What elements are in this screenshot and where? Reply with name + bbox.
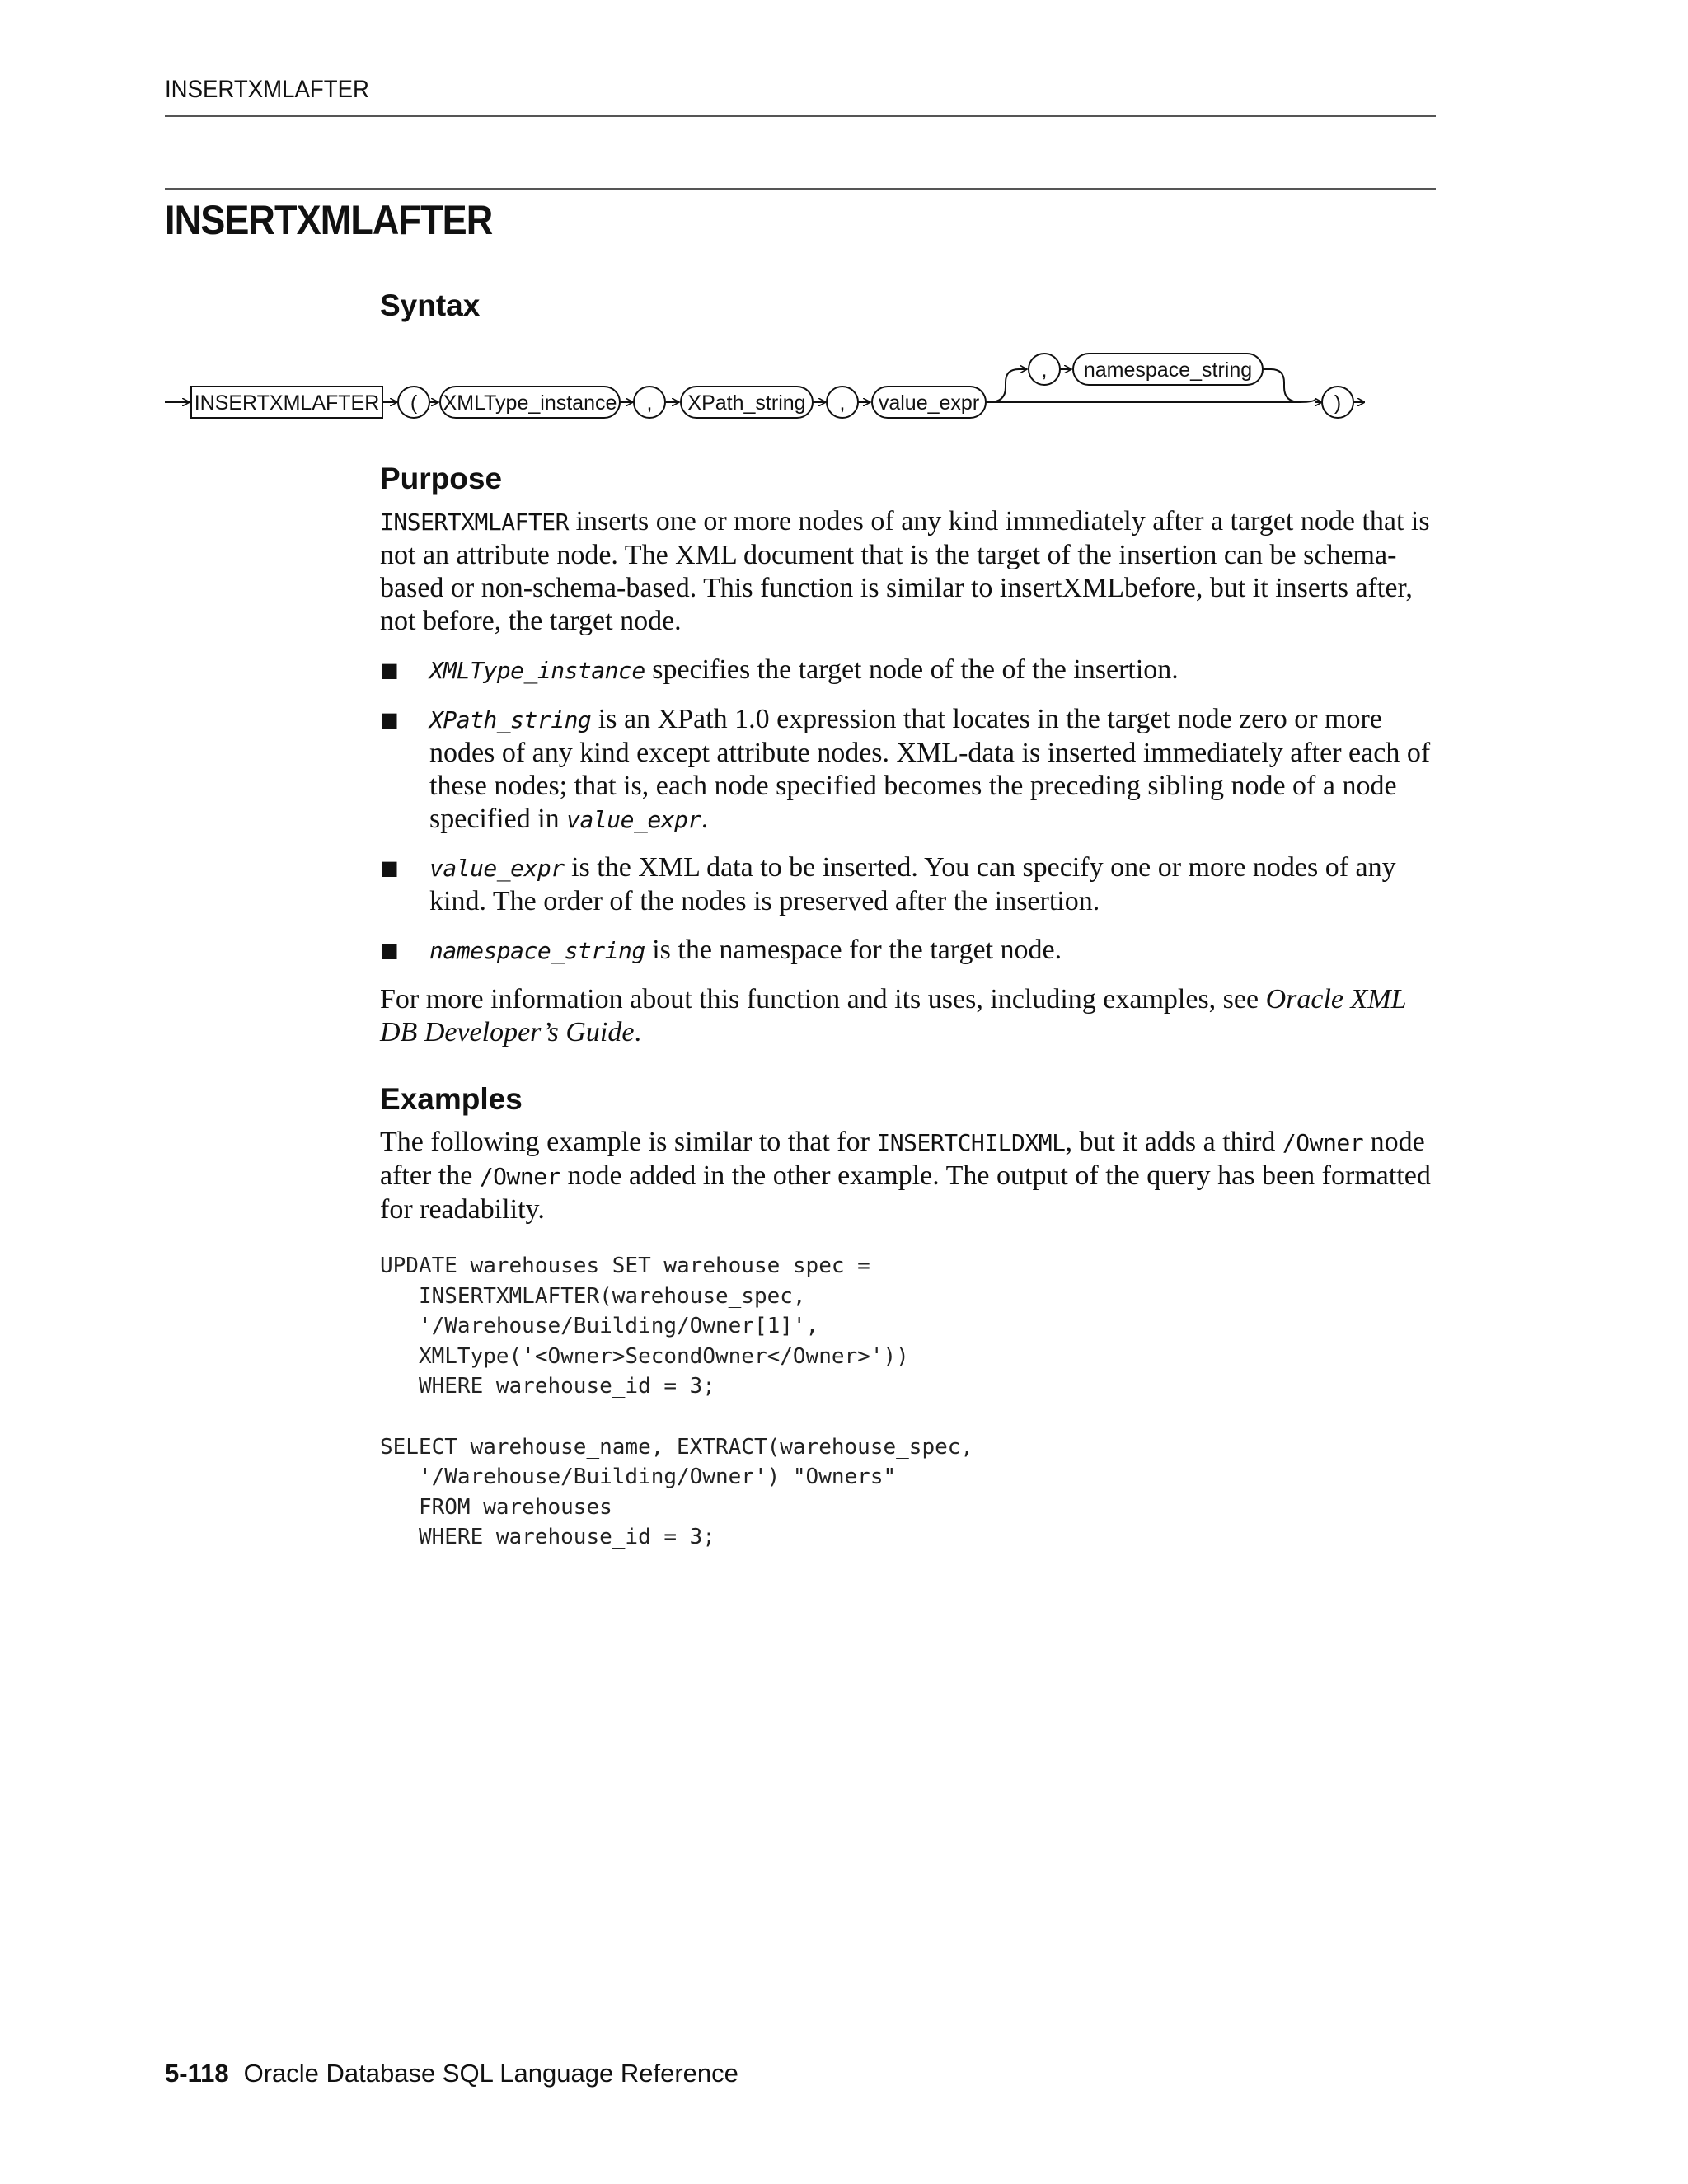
purpose-heading: Purpose	[380, 462, 503, 495]
bullet-trailing-text: .	[701, 804, 709, 834]
close-paren-label: )	[1334, 391, 1342, 415]
page-title: INSERTXMLAFTER	[165, 197, 493, 243]
arg-value-expr-label: value_expr	[878, 391, 980, 415]
inline-code: /Owner	[479, 1163, 560, 1190]
bullet-term: XMLType_instance	[429, 657, 645, 684]
more-info-paragraph: For more information about this function and its uses, including examples, see Oracle XML DB Developer’s Guide.	[380, 984, 1406, 1047]
comma-2-label: ,	[839, 391, 846, 415]
arg-xpath-label: XPath_string	[687, 391, 806, 415]
bullet-term: XPath_string	[429, 706, 592, 733]
syntax-heading: Syntax	[380, 288, 481, 322]
bullet-term: namespace_string	[429, 937, 645, 964]
intro-text: inserts one or more nodes of any kind immediately after a target node that is not an attribute node. The XML document that is the target of the insertion can be schema-based or non-schema-based. This function is similar to insertXMLbefore, but it inserts after, not before, the target node.	[380, 506, 1430, 636]
optional-comma-label: ,	[1041, 359, 1048, 382]
comma-1-label: ,	[646, 391, 653, 415]
examples-heading: Examples	[380, 1082, 523, 1116]
more-info-reference: Oracle XML DB Developer’s Guide	[380, 984, 1406, 1047]
bullet-desc: is an XPath 1.0 expression that locates in the target node zero or more nodes of any kind except attribute nodes. XML-data is inserted immediately after each of these nodes; that is, each node specified becomes the preceding sibling node of a node specified in	[429, 704, 1431, 834]
more-info-text: For more information about this function and its uses, including examples, see	[380, 984, 1266, 1015]
arg-namespace-label: namespace_string	[1083, 359, 1253, 382]
inline-code: INSERTCHILDXML	[876, 1129, 1066, 1156]
title-rule	[165, 188, 1436, 190]
purpose-intro	[380, 505, 1443, 638]
bullet-icon: ■	[380, 856, 399, 879]
page-footer	[165, 2059, 738, 2088]
running-header: INSERTXMLAFTER	[165, 76, 369, 103]
arg-xmltype-label: XMLType_instance	[443, 391, 617, 415]
examples-intro: The following example is similar to that for INSERTCHILDXML, but it adds a third /Owner node after the /Owner node added in the other example. The output of the query has been formatted for readability.	[380, 1127, 1431, 1225]
bullet-desc: is the XML data to be inserted. You can specify one or more nodes of any kind. The order of the nodes is preserved after the insertion.	[429, 852, 1396, 916]
code-example: UPDATE warehouses SET warehouse_spec = INSERTXMLAFTER(warehouse_spec, '/Warehouse/Building/Owner[1]', XMLType('<Owner>SecondOwner</Owner>')) WHERE warehouse_id = 3; SELECT warehouse_name, EXTRACT(warehouse_spec, '/Warehouse/Building/Owner') "Owners" FROM warehouses WHERE warehouse_id = 3;	[380, 1254, 974, 1550]
page-number: 5-118	[165, 2059, 229, 2088]
intro-code: INSERTXMLAFTER	[380, 509, 570, 536]
inline-code: /Owner	[1282, 1129, 1364, 1156]
bullet-term: value_expr	[429, 855, 565, 882]
bullet-desc: is the namespace for the target node.	[645, 935, 1062, 965]
bullet-icon: ■	[380, 708, 399, 731]
bullet-desc: specifies the target node of the of the insertion.	[645, 654, 1179, 685]
open-paren-label: (	[410, 391, 418, 415]
bullet-icon: ■	[380, 939, 399, 962]
syntax-diagram	[162, 346, 1365, 437]
book-title: Oracle Database SQL Language Reference	[243, 2059, 738, 2088]
bullet-icon: ■	[380, 658, 399, 682]
bullet-trailing-code: value_expr	[566, 806, 701, 833]
header-rule	[165, 115, 1436, 117]
keyword-label: INSERTXMLAFTER	[194, 391, 380, 415]
